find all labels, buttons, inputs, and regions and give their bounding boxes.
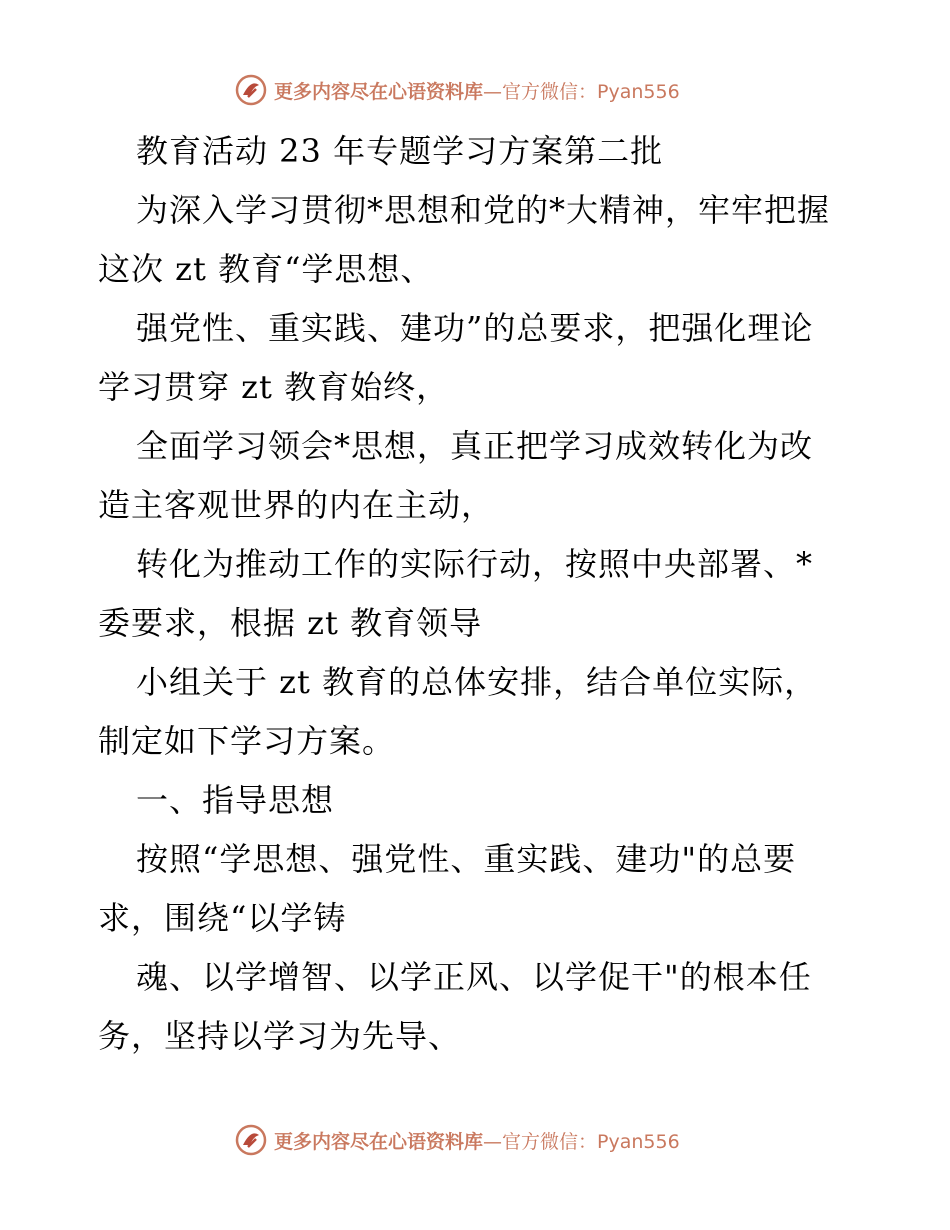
paragraph-line: 为深入学习贯彻*思想和党的*大精神，牢牢把握 (136, 191, 831, 229)
paragraph-line: 委要求，根据 zt 教育领导 (98, 604, 483, 642)
paragraph-line: 强党性、重实践、建功”的总要求，把强化理论 (136, 309, 814, 347)
footer-watermark (234, 1123, 680, 1157)
watermark-contact-text: —官方微信：Pyan556 (483, 1130, 680, 1153)
logo-icon (234, 1123, 268, 1157)
section-heading: 一、指导思想 (136, 781, 335, 819)
paragraph-line: 造主客观世界的内在主动， (98, 486, 495, 524)
paragraph-line: 学习贯穿 zt 教育始终， (98, 368, 450, 406)
watermark-lead-text: 更多内容尽在心语资料库 (274, 80, 484, 103)
logo-icon (234, 73, 268, 107)
paragraph-line: 制定如下学习方案。 (98, 722, 396, 760)
paragraph-line: 务，坚持以学习为先导、 (98, 1017, 462, 1055)
document-title: 教育活动 23 年专题学习方案第二批 (136, 132, 664, 170)
watermark-lead-text: 更多内容尽在心语资料库 (274, 1130, 484, 1153)
paragraph-line: 魂、以学增智、以学正风、以学促干"的根本任 (136, 958, 812, 996)
paragraph-line: 这次 zt 教育“学思想、 (98, 250, 434, 288)
paragraph-line: 小组关于 zt 教育的总体安排，结合单位实际， (136, 663, 818, 701)
watermark-contact-text: —官方微信：Pyan556 (483, 80, 680, 103)
document-body (98, 122, 858, 1066)
paragraph-line: 求，围绕“以学铸 (98, 899, 347, 937)
paragraph-line: 按照“学思想、强党性、重实践、建功"的总要 (136, 840, 797, 878)
paragraph-line: 转化为推动工作的实际行动，按照中央部署、* (136, 545, 814, 583)
header-watermark (234, 73, 680, 107)
paragraph-line: 全面学习领会*思想，真正把学习成效转化为改 (136, 427, 814, 465)
